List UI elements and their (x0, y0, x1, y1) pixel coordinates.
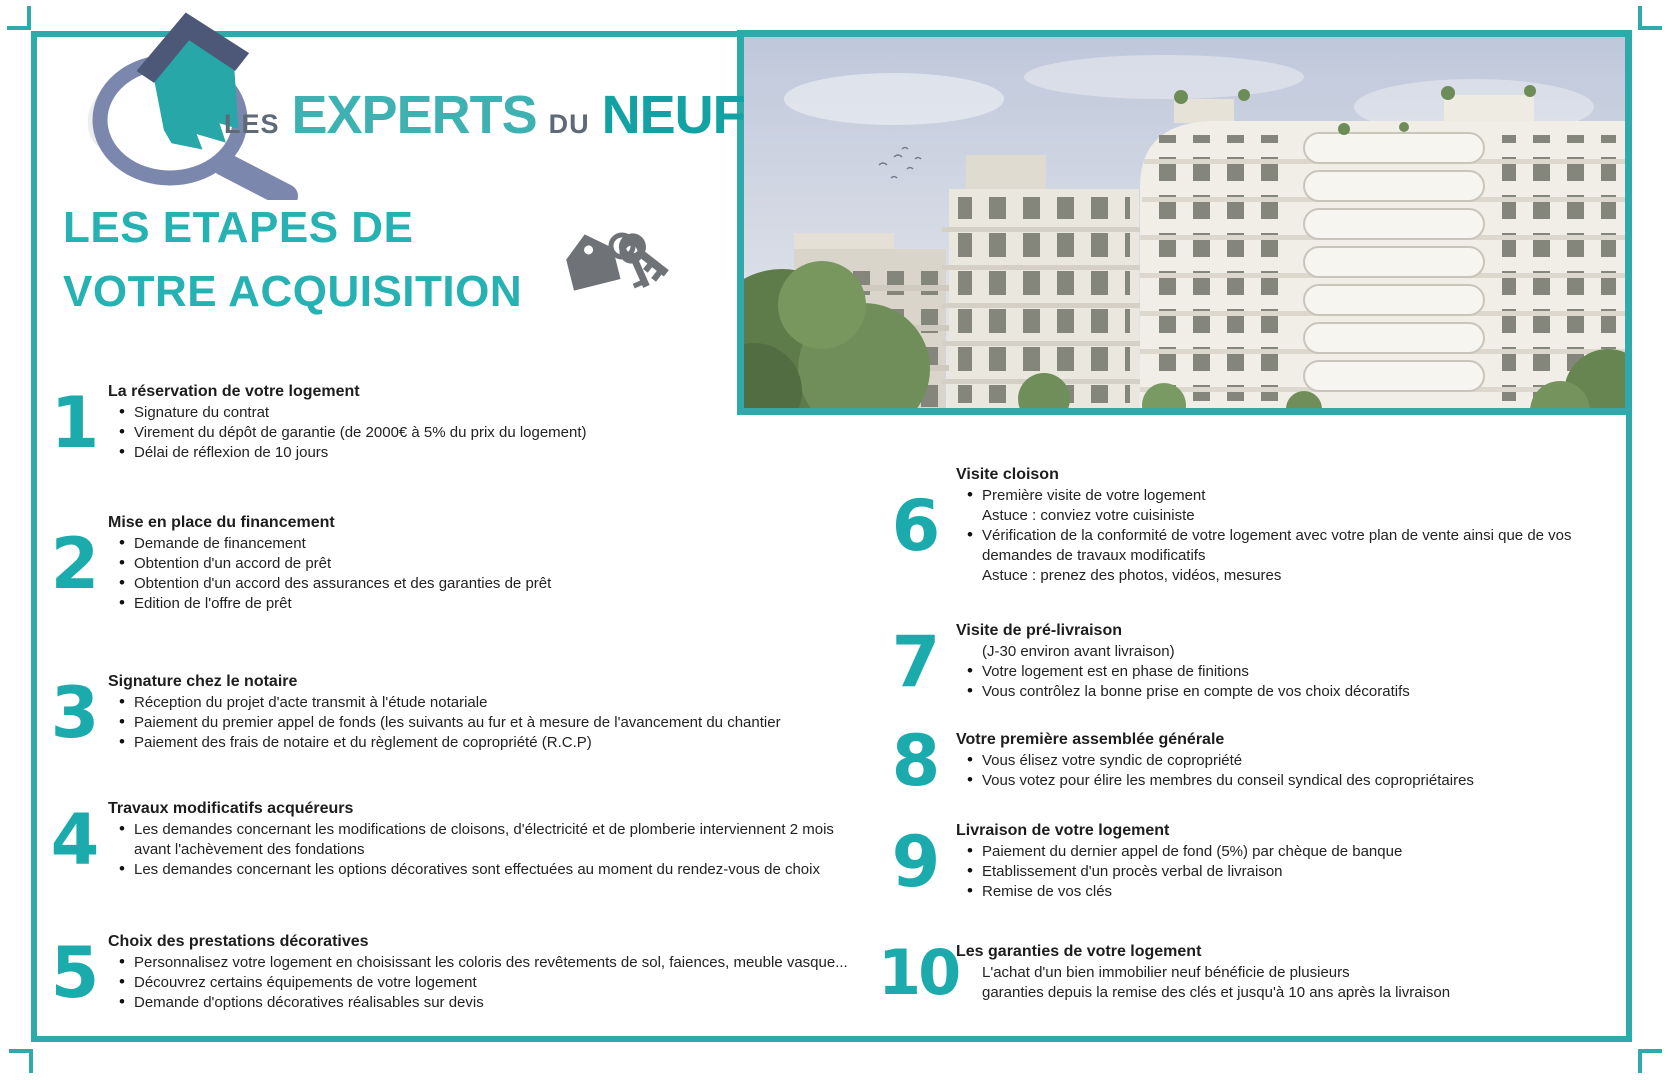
step-content (108, 933, 866, 1013)
step-title: Visite de pré-livraison (956, 622, 1122, 639)
step-item: • Personnalisez votre logement en choisissant les coloris des revêtements de sol, faiences, meuble vasque... (108, 953, 866, 973)
step-7 (878, 622, 1624, 702)
step-item: • Les demandes concernant les modifications de cloisons, d'électricité et de plomberie interviennent 2 mois avant l'achèvement des fondations (108, 820, 866, 860)
step-1 (44, 383, 866, 463)
brand-word-du: DU (548, 109, 590, 139)
step-number: 9 (891, 820, 941, 903)
step-10 (878, 935, 1624, 1009)
step-item: • Demande de financement (108, 534, 866, 554)
step-number: 10 (878, 935, 959, 1009)
step-item: • Signature du contrat (108, 403, 866, 423)
corner-mark-top-left (7, 6, 31, 30)
step-content (108, 514, 866, 614)
step-item: • Première visite de votre logement (956, 486, 1624, 506)
step-content (956, 731, 1624, 791)
step-items (956, 963, 1624, 1003)
corner-mark-top-right (1638, 6, 1662, 30)
step-number: 1 (50, 381, 100, 464)
step-title: Choix des prestations décoratives (108, 933, 369, 950)
step-number: 2 (50, 522, 100, 605)
step-items (108, 403, 866, 463)
page-title-line1: LES ETAPES DE (63, 203, 414, 252)
step-items (956, 842, 1624, 902)
step-content (108, 673, 866, 753)
step-item: • Etablissement d'un procès verbal de livraison (956, 862, 1624, 882)
brand-word-neuf: NEUF (601, 85, 745, 145)
step-item: • Paiement des frais de notaire et du règlement de copropriété (R.C.P) (108, 733, 866, 753)
corner-mark-bottom-left (9, 1049, 33, 1073)
step-title: Votre première assemblée générale (956, 731, 1225, 749)
house-keys-icon (556, 216, 678, 306)
step-item: • Demande d'options décoratives réalisables sur devis (108, 993, 866, 1013)
step-item: • Paiement du dernier appel de fond (5%) par chèque de banque (956, 842, 1624, 862)
step-4 (44, 800, 866, 880)
brand-wordmark (224, 84, 745, 146)
step-number: 8 (891, 720, 941, 802)
step-number: 3 (50, 671, 100, 754)
step-item: L'achat d'un bien immobilier neuf bénéficie de plusieurs (982, 964, 1350, 981)
step-item: • Virement du dépôt de garantie (de 2000€ à 5% du prix du logement) (108, 423, 866, 443)
step-item: • Délai de réflexion de 10 jours (108, 443, 866, 463)
step-item: • Vérification de la conformité de votre logement avec votre plan de vente ainsi que de vos demandes de travaux modificatifs (956, 526, 1624, 566)
step-number: 4 (50, 798, 100, 881)
step-title: Travaux modificatifs acquéreurs (108, 800, 354, 817)
step-item: Astuce : conviez votre cuisiniste (982, 507, 1195, 524)
step-items (956, 751, 1624, 791)
brand-word-experts: EXPERTS (291, 85, 537, 145)
step-item: • Les demandes concernant les options décoratives sont effectuées au moment du rendez-vous de choix (108, 860, 866, 880)
step-items (108, 534, 866, 614)
step-content (956, 943, 1624, 1003)
step-item: • Vous votez pour élire les membres du conseil syndical des copropriétaires (956, 771, 1624, 791)
step-item: • Votre logement est en phase de finitions (956, 662, 1624, 682)
step-title: Livraison de votre logement (956, 822, 1170, 839)
step-items (108, 953, 866, 1013)
step-9 (878, 822, 1624, 902)
brand-word-les: LES (224, 109, 280, 139)
page-title (63, 196, 522, 324)
step-content (108, 383, 866, 463)
step-item: • Réception du projet d'acte transmit à l'étude notariale (108, 693, 866, 713)
step-title: La réservation de votre logement (108, 383, 360, 400)
step-5 (44, 933, 866, 1013)
step-number: 6 (891, 484, 941, 567)
step-6 (878, 466, 1624, 586)
step-item: • Vous élisez votre syndic de copropriété (956, 751, 1624, 771)
step-content (108, 800, 866, 880)
corner-mark-bottom-right (1638, 1049, 1662, 1073)
step-8 (878, 720, 1624, 802)
step-title: Visite cloison (956, 466, 1059, 483)
new-building-rendering-photo (737, 30, 1632, 415)
step-items (108, 820, 866, 880)
step-item: • Découvrez certains équipements de votre logement (108, 973, 866, 993)
step-title: Signature chez le notaire (108, 673, 298, 690)
step-content (956, 622, 1624, 702)
step-items (956, 642, 1624, 702)
step-3 (44, 673, 866, 753)
step-item: • Obtention d'un accord des assurances et des garanties de prêt (108, 574, 866, 594)
step-item: (J-30 environ avant livraison) (982, 643, 1175, 660)
step-title: Les garanties de votre logement (956, 943, 1202, 960)
step-title: Mise en place du financement (108, 514, 335, 531)
step-2 (44, 514, 866, 614)
step-items (108, 693, 866, 753)
step-item: Astuce : prenez des photos, vidéos, mesures (982, 567, 1282, 584)
step-number: 5 (50, 931, 100, 1014)
step-item: • Obtention d'un accord de prêt (108, 554, 866, 574)
step-item: garanties depuis la remise des clés et jusqu'à 10 ans après la livraison (982, 984, 1451, 1001)
step-item: • Remise de vos clés (956, 882, 1624, 902)
step-item: • Vous contrôlez la bonne prise en compte de vos choix décoratifs (956, 682, 1624, 702)
page-title-line2: VOTRE ACQUISITION (63, 267, 523, 316)
step-content (956, 466, 1624, 586)
step-content (956, 822, 1624, 902)
step-number: 7 (891, 620, 941, 703)
step-item: • Edition de l'offre de prêt (108, 594, 866, 614)
step-items (956, 486, 1624, 586)
step-item: • Paiement du premier appel de fonds (les suivants au fur et à mesure de l'avancement du chantier (108, 713, 866, 733)
